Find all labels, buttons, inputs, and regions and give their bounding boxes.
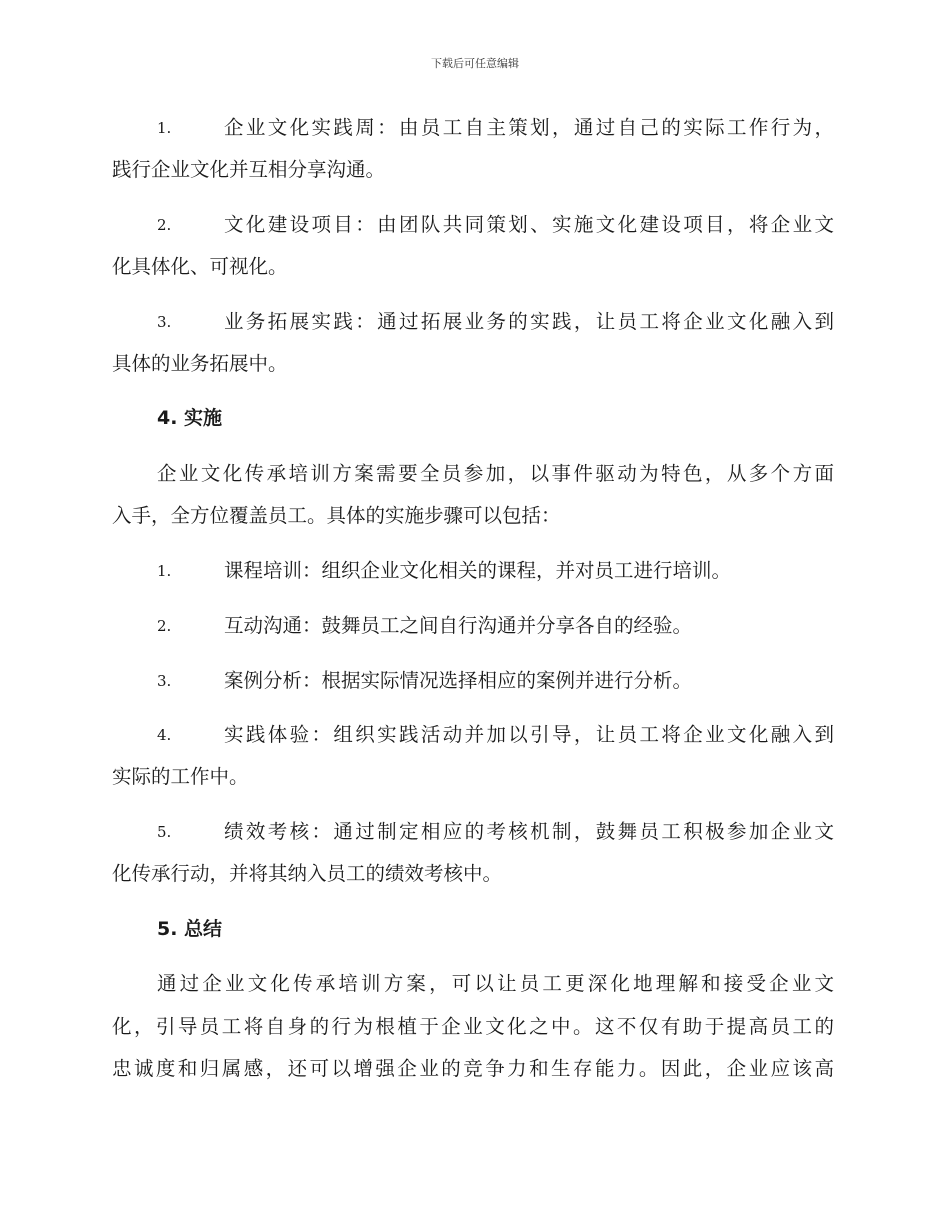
- list-item-text-line1: 案例分析：根据实际情况选择相应的案例并进行分析。: [224, 669, 693, 692]
- list-item-text-line1: 业务拓展实践：通过拓展业务的实践，让员工将企业文化融入到: [224, 310, 834, 333]
- list-item-number: 3.: [157, 672, 172, 690]
- list-item-text-line2: 化具体化、可视化。: [112, 255, 288, 278]
- list-item-text-line1: 文化建设项目：由团队共同策划、实施文化建设项目，将企业文: [224, 213, 834, 236]
- paragraph-line: 忠诚度和归属感，还可以增强企业的竞争力和生存能力。因此，企业应该高: [112, 1057, 834, 1080]
- list-item-number: 1.: [157, 562, 172, 580]
- list-item-number: 1.: [157, 119, 172, 137]
- list-item-text-line1: 课程培训：组织企业文化相关的课程，并对员工进行培训。: [224, 559, 732, 582]
- list-item-number: 2.: [157, 617, 172, 635]
- section-heading-implementation: 4. 实施: [157, 407, 223, 429]
- page-header: 下载后可任意编辑: [431, 57, 519, 70]
- list-item-text-line1: 互动沟通：鼓舞员工之间自行沟通并分享各自的经验。: [224, 614, 693, 637]
- list-item-text-line2: 具体的业务拓展中。: [112, 352, 288, 375]
- list-item-text-line1: 实践体验：组织实践活动并加以引导，让员工将企业文化融入到: [224, 723, 834, 746]
- list-item-text-line2: 实际的工作中。: [112, 765, 249, 788]
- list-item-text-line1: 绩效考核：通过制定相应的考核机制，鼓舞员工积极参加企业文: [224, 820, 834, 843]
- list-item-number: 3.: [157, 313, 172, 331]
- list-item-text-line2: 践行企业文化并互相分享沟通。: [112, 158, 386, 181]
- list-item-text-line2: 化传承行动，并将其纳入员工的绩效考核中。: [112, 862, 503, 885]
- paragraph-line: 通过企业文化传承培训方案，可以让员工更深化地理解和接受企业文: [157, 972, 834, 995]
- list-item-text-line1: 企业文化实践周：由员工自主策划，通过自己的实际工作行为，: [224, 116, 834, 139]
- paragraph-line: 企业文化传承培训方案需要全员参加，以事件驱动为特色，从多个方面: [157, 462, 834, 485]
- list-item-number: 5.: [157, 823, 172, 841]
- paragraph-line: 化，引导员工将自身的行为根植于企业文化之中。这不仅有助于提高员工的: [112, 1015, 834, 1038]
- section-heading-summary: 5. 总结: [157, 918, 223, 940]
- list-item-number: 2.: [157, 216, 172, 234]
- paragraph-line: 入手，全方位覆盖员工。具体的实施步骤可以包括：: [112, 504, 561, 527]
- list-item-number: 4.: [157, 726, 172, 744]
